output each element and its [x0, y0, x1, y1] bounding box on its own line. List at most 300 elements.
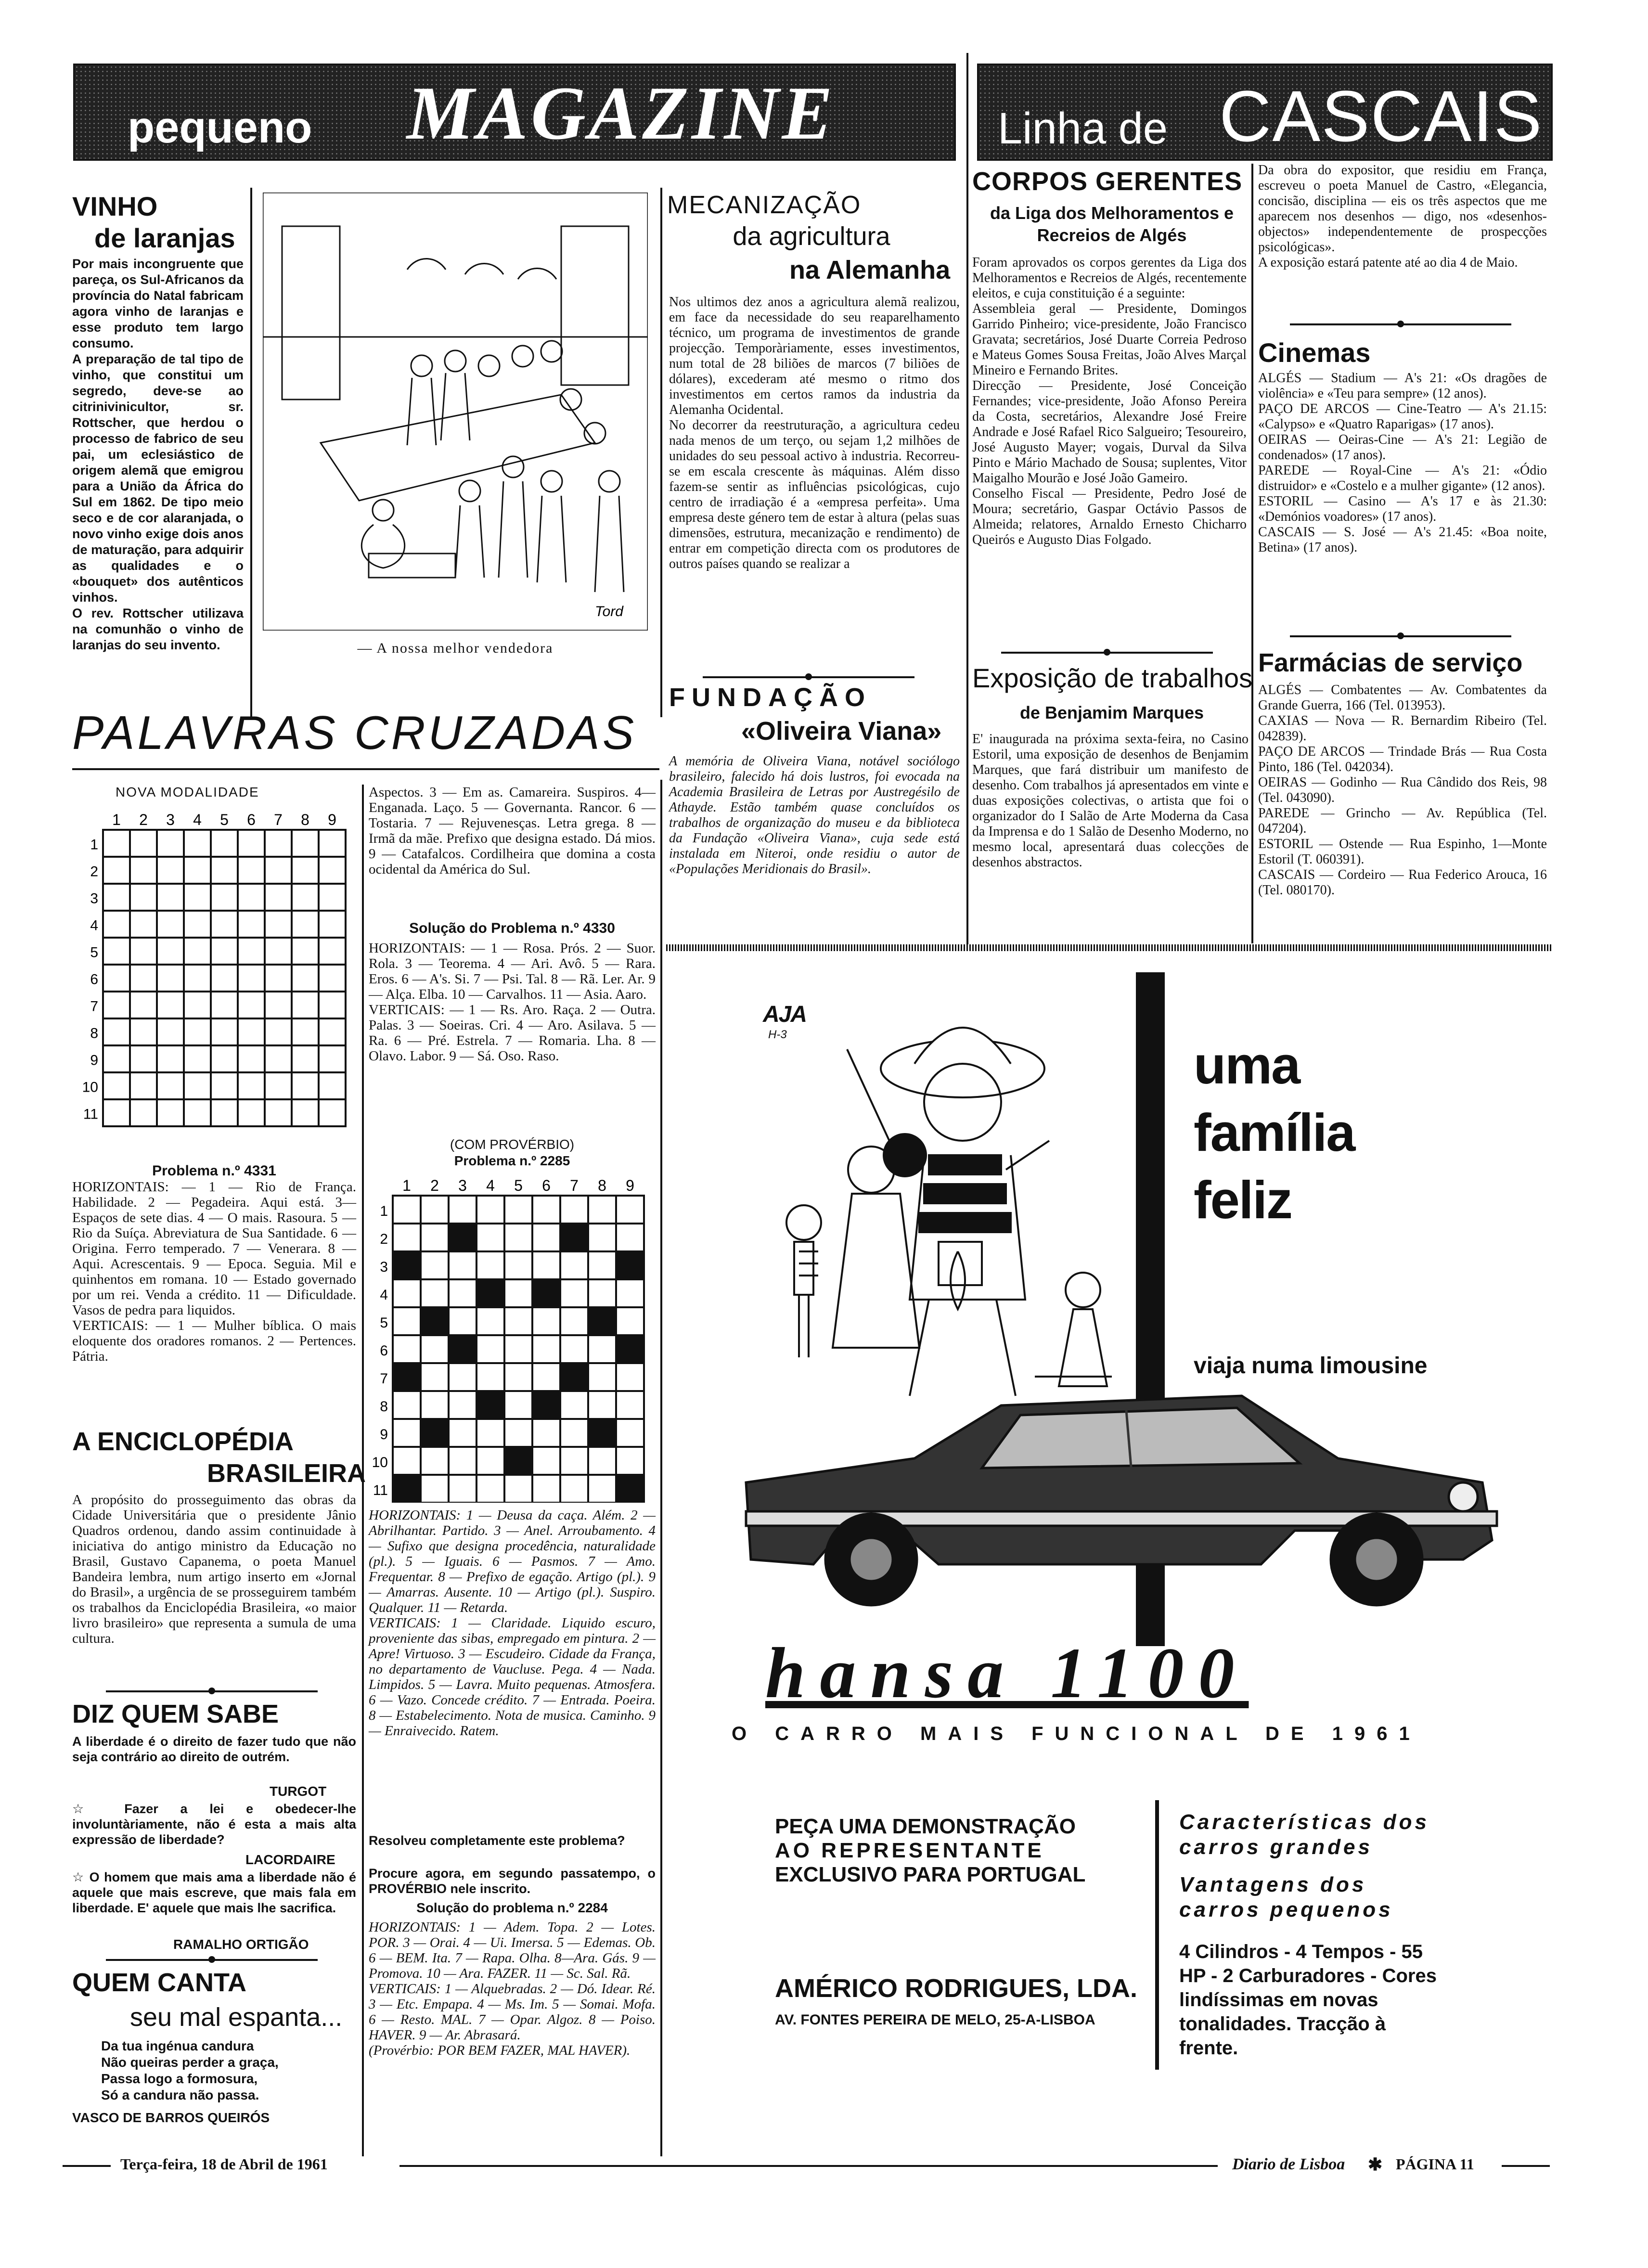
- grid-cell[interactable]: [421, 1475, 449, 1503]
- grid-cell[interactable]: [319, 938, 346, 965]
- grid-cell[interactable]: [560, 1419, 588, 1447]
- grid-cell[interactable]: [421, 1196, 449, 1224]
- vinho-title: VINHO: [72, 191, 158, 221]
- grid-cell[interactable]: [476, 1196, 504, 1224]
- grid-cell[interactable]: [184, 992, 211, 1018]
- ad-demo-line-1: PEÇA UMA DEMONSTRAÇÃO: [775, 1815, 1076, 1838]
- exposicao-subtitle: de Benjamim Marques: [1019, 703, 1204, 722]
- quem-canta-title: QUEM CANTA: [72, 1968, 246, 1997]
- grid-cell[interactable]: [184, 1045, 211, 1072]
- grid-cell[interactable]: [130, 1018, 157, 1045]
- grid-black-cell[interactable]: [393, 1363, 421, 1391]
- column-rule: [660, 188, 662, 717]
- grid-black-cell[interactable]: [421, 1307, 449, 1335]
- grid-black-cell[interactable]: [421, 1419, 449, 1447]
- grid-cell[interactable]: [449, 1419, 476, 1447]
- grid-cell[interactable]: [532, 1335, 560, 1363]
- grid-black-cell[interactable]: [532, 1279, 560, 1307]
- grid-cell[interactable]: [211, 938, 238, 965]
- footer-star: ✱: [1368, 2155, 1383, 2174]
- grid-cell[interactable]: [211, 965, 238, 992]
- grid-cell[interactable]: [265, 830, 292, 857]
- diz-quem-sabe-title: DIZ QUEM SABE: [72, 1700, 279, 1728]
- grid-column-number: 5: [220, 811, 229, 828]
- grid-cell[interactable]: [184, 884, 211, 911]
- grid-column-number: 7: [570, 1177, 579, 1194]
- fundacao-body: A memória de Oliveira Viana, notável sociólogo brasileiro, falecido há dois lustros, foi evocada na Academia Brasileira de Letras por Austregésilo de Athayde. Estão também quase concluídos os trabalhos de organização do museu e da biblioteca da Fundação «Oliveira Viana», cuja sede está instalada em Niteroi, onde residiu o autor de «Populações Meridionais do Brasil».: [669, 754, 960, 876]
- grid-cell[interactable]: [238, 911, 265, 938]
- grid-cell[interactable]: [504, 1391, 532, 1419]
- grid-cell[interactable]: [265, 965, 292, 992]
- grid-column-number: 5: [514, 1177, 523, 1194]
- grid-row-number: 4: [380, 1287, 388, 1303]
- ad-brand: hansa 1100: [765, 1633, 1249, 1713]
- grid-cell[interactable]: [319, 992, 346, 1018]
- grid-row-number: 9: [90, 1052, 98, 1069]
- grid-cell[interactable]: [532, 1363, 560, 1391]
- grid-cell[interactable]: [103, 857, 130, 884]
- column-rule: [966, 53, 968, 948]
- grid-cell[interactable]: [393, 1335, 421, 1363]
- grid-black-cell[interactable]: [616, 1475, 644, 1503]
- grid-cell[interactable]: [476, 1251, 504, 1279]
- quote-1-author: TURGOT: [270, 1784, 327, 1799]
- grid-cell[interactable]: [292, 938, 319, 965]
- grid-cell[interactable]: [476, 1447, 504, 1475]
- grid-cell[interactable]: [449, 1447, 476, 1475]
- grid-cell[interactable]: [421, 1391, 449, 1419]
- grid-cell[interactable]: [319, 857, 346, 884]
- grid-row-number: 2: [380, 1231, 388, 1247]
- corpos-subtitle: da Liga dos Melhoramentos e Recreios de Algés: [990, 203, 1234, 245]
- ad-headline-1: uma: [1194, 1036, 1300, 1095]
- resolveu-text: Resolveu completamente este problema?: [369, 1833, 625, 1848]
- grid-cell[interactable]: [211, 830, 238, 857]
- grid-cell[interactable]: [616, 1196, 644, 1224]
- grid-cell[interactable]: [504, 1419, 532, 1447]
- grid-cell[interactable]: [588, 1196, 616, 1224]
- grid-cell[interactable]: [504, 1363, 532, 1391]
- grid-cell[interactable]: [211, 992, 238, 1018]
- grid-cell[interactable]: [238, 1045, 265, 1072]
- grid-cell[interactable]: [421, 1363, 449, 1391]
- grid-cell[interactable]: [292, 830, 319, 857]
- section-separator: [106, 1959, 318, 1961]
- enciclopedia-subtitle: BRASILEIRA: [207, 1459, 366, 1488]
- grid-cell[interactable]: [560, 1391, 588, 1419]
- grid-cell[interactable]: [103, 830, 130, 857]
- grid-cell[interactable]: [393, 1391, 421, 1419]
- grid-cell[interactable]: [504, 1279, 532, 1307]
- grid-cell[interactable]: [184, 857, 211, 884]
- grid-black-cell[interactable]: [393, 1251, 421, 1279]
- grid-cell[interactable]: [103, 911, 130, 938]
- grid-cell[interactable]: [292, 884, 319, 911]
- grid-cell[interactable]: [393, 1419, 421, 1447]
- grid-row-number: 11: [83, 1106, 98, 1122]
- grid-cell[interactable]: [449, 1251, 476, 1279]
- solucao-4330-title: Solução do Problema n.º 4330: [409, 920, 615, 936]
- grid-cell[interactable]: [157, 938, 184, 965]
- grid-column-number: 3: [166, 811, 175, 828]
- grid-cell[interactable]: [265, 992, 292, 1018]
- problema-4331-body: HORIZONTAIS: — 1 — Rio de França. Habilidade. 2 — Pegadeira. Aqui está. 3—Espaços de sete dias. 4 — O mais. Rasoura. 5 — Rio da Suíça. Abreviatura de Sua Santidade. 6 — Origina. Ferro temperado. 7 — Venerara. 8 — Aqui. Acrescentais. 9 — Epoca. Seguia. Mil e quinhentos em romana. 10 — Estado governado por um rei. Venda a crédito. 11 — Dificuldade. Vasos de pedra para liquidos. VERTICAIS: — 1 — Mulher bíblica. O mais eloquente dos oradores romanos. 2 — Pertences. Pátria.: [72, 1179, 356, 1364]
- grid-black-cell[interactable]: [560, 1363, 588, 1391]
- grid-cell[interactable]: [504, 1475, 532, 1503]
- grid-row-number: 1: [380, 1203, 388, 1219]
- column-rule: [1251, 164, 1253, 943]
- corpos-body: Foram aprovados os corpos gerentes da Liga dos Melhoramentos e Recreios de Algés, recentemente eleitos, e cuja constituição é a seguinte: Assembleia geral — Presidente, Domingos Garrido Pinheiro; vice-presidente, João Francisco Gravata; secretários, José Duarte Correia Pedroso e Mateus Gomes Sousa Freitas, João Alves Marçal Mineiro e Fernando Brites. Direcção — Presidente, José Conceição Fernandes; vice-presidente, João Afonso Pereira da Costa, secretários, Alexandre José Freire Andrade e José Rafael Rico Salgueiro; Tesoureiro, José Augusto Mayer; vogais, Durval da Silva Pinto e Mário Machado de Sousa; suplentes, Vitor Maigalho Mourão e José João Gameiro. Conselho Fiscal — Presidente, Pedro José de Moura; secretário, Gaspar Octávio Passos de Almeida; relatores, Arnaldo Ernesto Chicharro Queirós e Augusto Dias Folgado.: [972, 255, 1247, 547]
- mecanizacao-title: MECANIZAÇÃO: [667, 191, 862, 219]
- grid-cell[interactable]: [292, 911, 319, 938]
- quem-canta-subtitle: seu mal espanta...: [130, 2003, 343, 2032]
- grid-cell[interactable]: [616, 1279, 644, 1307]
- footer-page: PÁGINA 11: [1396, 2155, 1474, 2173]
- grid-black-cell[interactable]: [476, 1391, 504, 1419]
- grid-row-number: 8: [380, 1398, 388, 1415]
- section-separator: [1290, 323, 1511, 325]
- grid-cell[interactable]: [265, 884, 292, 911]
- enciclopedia-body: A propósito do prosseguimento das obras da Cidade Universitária que o presidente Jânio Quadros ordenou, dando assim continuidade à iniciativa do antigo ministro da Educação no Brasil, Gustavo Capanema, o poeta Manuel Bandeira lembra, num artigo inserto em «Jornal do Brasil», a urgência de se prosseguirem também os trabalhos da Enciclopédia Brasileira, «o maior livro brasileiro» que representa a sumula de uma cultura.: [72, 1492, 356, 1646]
- grid-cell[interactable]: [616, 1307, 644, 1335]
- grid-row-number: 10: [82, 1079, 98, 1095]
- grid-cell[interactable]: [532, 1419, 560, 1447]
- grid-black-cell[interactable]: [588, 1307, 616, 1335]
- grid-cell[interactable]: [319, 965, 346, 992]
- grid-cell[interactable]: [265, 1018, 292, 1045]
- quem-canta-verse: Da tua ingénua candura Não queiras perder a graça, Passa logo a formosura, Só a candura não passa.: [101, 2038, 279, 2102]
- grid-cell[interactable]: [504, 1224, 532, 1251]
- grid-cell[interactable]: [393, 1224, 421, 1251]
- grid-cell[interactable]: [504, 1196, 532, 1224]
- grid-cell[interactable]: [157, 884, 184, 911]
- family-illustration: [746, 982, 1131, 1405]
- mecanizacao-subtitle-2: na Alemanha: [789, 256, 951, 284]
- grid-cell[interactable]: [211, 857, 238, 884]
- grid-cell[interactable]: [560, 1279, 588, 1307]
- ad-headline-2: família: [1194, 1103, 1355, 1162]
- grid-cell[interactable]: [449, 1363, 476, 1391]
- quem-canta-author: VASCO DE BARROS QUEIRÓS: [72, 2110, 270, 2125]
- vinho-body: Por mais incongruente que pareça, os Sul-Africanos da província do Natal fabricam agora vinho de laranjas e esse produto tem largo consumo. A preparação de tal tipo de vinho, que constitui um segredo, deve-se ao citrinivinicultor, sr. Rottscher, que herdou o processo de fabrico de seu pai, um eclesiástico de origem alemã que emigrou para a União da África do Sul em 1862. De tipo meio seco e de cor alaranjada, o novo vinho exige dois anos de maturação, para adquirir as qualidades e o «bouquet» dos autênticos vinhos. O rev. Rottscher utilizava na comunhão o vinho de laranjas do seu invento.: [72, 257, 244, 652]
- grid-cell[interactable]: [238, 1018, 265, 1045]
- grid-cell[interactable]: [292, 1018, 319, 1045]
- grid-cell[interactable]: [130, 1099, 157, 1126]
- cartoon-illustration: [263, 193, 648, 631]
- banner-big-word: MAGAZINE: [407, 71, 836, 155]
- grid-cell[interactable]: [319, 1045, 346, 1072]
- grid-cell[interactable]: [157, 911, 184, 938]
- grid-cell[interactable]: [588, 1391, 616, 1419]
- quote-3-author: RAMALHO ORTIGÃO: [173, 1937, 309, 1952]
- hansa-advertisement: [674, 963, 1545, 2137]
- cinemas-title: Cinemas: [1258, 337, 1371, 368]
- grid-black-cell[interactable]: [449, 1335, 476, 1363]
- crossword-grid-4331-svg: [72, 805, 356, 1161]
- grid-cell[interactable]: [157, 1045, 184, 1072]
- crossword-grid-2285: [369, 1171, 656, 1503]
- grid-column-number: 6: [542, 1177, 551, 1194]
- grid-cell[interactable]: [157, 1099, 184, 1126]
- grid-cell[interactable]: [184, 830, 211, 857]
- grid-cell[interactable]: [588, 1363, 616, 1391]
- magazine-banner: [73, 64, 956, 161]
- grid-cell[interactable]: [504, 1307, 532, 1335]
- grid-cell[interactable]: [532, 1196, 560, 1224]
- grid-cell[interactable]: [449, 1279, 476, 1307]
- car-illustration: [732, 1386, 1521, 1617]
- grid-cell[interactable]: [238, 938, 265, 965]
- ad-demo-line-2: AO REPRESENTANTE: [775, 1839, 1044, 1862]
- grid-cell[interactable]: [292, 1099, 319, 1126]
- grid-cell[interactable]: [157, 830, 184, 857]
- grid-cell[interactable]: [211, 1072, 238, 1099]
- banner-small-word: Linha de: [998, 104, 1168, 153]
- grid-cell[interactable]: [130, 1072, 157, 1099]
- grid-row-number: 3: [380, 1259, 388, 1275]
- ad-logo-sub: H-3: [768, 1028, 787, 1041]
- grid-cell[interactable]: [504, 1335, 532, 1363]
- grid-cell[interactable]: [616, 1224, 644, 1251]
- grid-cell[interactable]: [103, 1045, 130, 1072]
- grid-cell[interactable]: [238, 965, 265, 992]
- grid-cell[interactable]: [130, 965, 157, 992]
- vinho-subtitle: de laranjas: [94, 223, 235, 253]
- grid-cell[interactable]: [588, 1224, 616, 1251]
- grid-black-cell[interactable]: [393, 1475, 421, 1503]
- grid-cell[interactable]: [238, 884, 265, 911]
- grid-black-cell[interactable]: [476, 1279, 504, 1307]
- grid-cell[interactable]: [588, 1335, 616, 1363]
- ad-feature-1: Características dos carros grandes: [1179, 1810, 1429, 1859]
- ad-headline-3: feliz: [1194, 1171, 1292, 1230]
- grid-row-number: 3: [90, 890, 98, 907]
- grid-cell[interactable]: [421, 1251, 449, 1279]
- farmacias-body: ALGÉS — Combatentes — Av. Combatentes da Grande Guerra, 166 (Tel. 013953). CAXIAS — Nova — R. Bernardim Ribeiro (Tel. 042839). PAÇO DE ARCOS — Trindade Brás — Rua Costa Pinto, 186 (Tel. 042034). OEIRAS — Godinho — Rua Cândido dos Reis, 98 (Tel. 043090). PAREDE — Grincho — Av. República (Tel. 047204). ESTORIL — Ostende — Rua Espinho, 1—Monte Estoril (T. 060391). CASCAIS — Cordeiro — Rua Federico Arouca, 16 (Tel. 080170).: [1258, 683, 1547, 898]
- grid-cell[interactable]: [265, 1045, 292, 1072]
- grid-cell[interactable]: [292, 965, 319, 992]
- grid-cell[interactable]: [449, 1307, 476, 1335]
- grid-cell[interactable]: [393, 1447, 421, 1475]
- grid-cell[interactable]: [588, 1251, 616, 1279]
- grid-cell[interactable]: [532, 1447, 560, 1475]
- nova-modalidade-label: NOVA MODALIDADE: [116, 785, 259, 799]
- crossword-grid-4331: [72, 805, 356, 1161]
- problema-2285-body: HORIZONTAIS: 1 — Deusa da caça. Além. 2 — Abrilhantar. Partido. 3 — Anel. Arroubamento. 4 — Sufixo que designa procedência, naturalidade (pl.). 5 — Iguais. 6 — Pasmos. 7 — Amo. Frequentar. 8 — Prefixo de egação. Artigo (pl.). 9 — Amarras. Ausente. 10 — Artigo (pl.). Suspiro. Qualquer. 11 — Retarda. VERTICAIS: 1 — Claridade. Liquido escuro, proveniente das sibas, empregado em pintura. 2 — Apre! Virtuoso. 3 — Escudeiro. Cidade da França, no departamento de Vaucluse. Pega. 4 — Nada. Limpidos. 5 — Lavra. Muito pequenas. Atmosfera. 6 — Vazo. Concede crédito. 7 — Entrada. Poeira. 8 — Estabelecimento. Nota de musica. Caminho. 9 — Enraivecido. Ratem.: [369, 1508, 656, 1739]
- grid-cell[interactable]: [238, 830, 265, 857]
- grid-cell[interactable]: [238, 1072, 265, 1099]
- grid-row-number: 1: [90, 837, 98, 853]
- grid-cell[interactable]: [238, 992, 265, 1018]
- grid-cell[interactable]: [393, 1196, 421, 1224]
- grid-cell[interactable]: [476, 1419, 504, 1447]
- grid-cell[interactable]: [130, 857, 157, 884]
- grid-column-number: 9: [328, 811, 336, 828]
- cinemas-body: ALGÉS — Stadium — A's 21: «Os dragões de violência» e «Teu para sempre» (12 anos). PAÇO DE ARCOS — Cine-Teatro — A's 21.15: «Calypso» e «Quatro Raparigas» (17 anos). OEIRAS — Oeiras-Cine — A's 21: Legião de condenados» (17 anos). PAREDE — Royal-Cine — A's 21: «Ódio distruidor» e «Costelo e a mulher gigante» (12 anos). ESTORIL — Casino — A's 17 e às 21.30: «Demónios voadores» (17 anos). CASCAIS — S. José — A's 21.45: «Boa noite, Betina» (17 anos).: [1258, 371, 1547, 555]
- grid-cell[interactable]: [292, 1072, 319, 1099]
- grid-cell[interactable]: [157, 1072, 184, 1099]
- grid-cell[interactable]: [560, 1251, 588, 1279]
- grid-cell[interactable]: [238, 857, 265, 884]
- grid-cell[interactable]: [103, 884, 130, 911]
- grid-cell[interactable]: [184, 938, 211, 965]
- quote-2: ☆ Fazer a lei e obedecer-lhe involuntàriamente, não é esta a mais alta expressão de liberdade?: [72, 1802, 356, 1847]
- grid-cell[interactable]: [588, 1447, 616, 1475]
- grid-cell[interactable]: [616, 1391, 644, 1419]
- solucao-4330-body: HORIZONTAIS: — 1 — Rosa. Prós. 2 — Suor. Rola. 3 — Teorema. 4 — Ari. Avô. 5 — Rara. Eros. 6 — A's. Si. 7 — Psi. Tal. 8 — Rã. Ler. Ar. 9 — Alça. Elba. 10 — Carvalhos. 11 — Asia. Aaro. VERTICAIS: — 1 — Rs. Aro. Raça. 2 — Outra. Palas. 3 — Soeiras. Cri. 4 — Aro. Asilava. 5 — Ra. 6 — Pré. Estrela. 7 — Romaria. Lha. 8 — Olavo. Labor. 9 — Sá. Oso. Raso.: [369, 941, 656, 1064]
- grid-cell[interactable]: [616, 1419, 644, 1447]
- grid-cell[interactable]: [184, 1072, 211, 1099]
- grid-cell[interactable]: [184, 1018, 211, 1045]
- section-separator: [1001, 652, 1213, 654]
- grid-cell[interactable]: [560, 1307, 588, 1335]
- grid-cell[interactable]: [421, 1447, 449, 1475]
- grid-cell[interactable]: [393, 1279, 421, 1307]
- grid-cell[interactable]: [103, 1099, 130, 1126]
- grid-cell[interactable]: [588, 1279, 616, 1307]
- grid-cell[interactable]: [103, 938, 130, 965]
- grid-cell[interactable]: [103, 992, 130, 1018]
- exposicao-title: Exposição de trabalhos: [972, 663, 1253, 693]
- grid-cell[interactable]: [211, 1045, 238, 1072]
- grid-black-cell[interactable]: [616, 1335, 644, 1363]
- grid-row-number: 11: [373, 1482, 388, 1498]
- grid-cell[interactable]: [421, 1279, 449, 1307]
- enciclopedia-title: A ENCICLOPÉDIA: [72, 1427, 294, 1456]
- grid-black-cell[interactable]: [504, 1447, 532, 1475]
- grid-cell[interactable]: [532, 1307, 560, 1335]
- grid-cell[interactable]: [184, 911, 211, 938]
- grid-cell[interactable]: [449, 1475, 476, 1503]
- ad-address: AV. FONTES PEREIRA DE MELO, 25-A-LISBOA: [775, 2012, 1095, 2028]
- grid-cell[interactable]: [265, 1099, 292, 1126]
- footer-rule-right: [1502, 2165, 1550, 2167]
- grid-cell[interactable]: [476, 1335, 504, 1363]
- grid-cell[interactable]: [157, 857, 184, 884]
- grid-black-cell[interactable]: [449, 1224, 476, 1251]
- grid-cell[interactable]: [532, 1224, 560, 1251]
- grid-cell[interactable]: [421, 1224, 449, 1251]
- footer-paper: Diario de Lisboa: [1232, 2155, 1345, 2173]
- grid-cell[interactable]: [560, 1335, 588, 1363]
- grid-cell[interactable]: [421, 1335, 449, 1363]
- grid-cell[interactable]: [319, 1072, 346, 1099]
- grid-cell[interactable]: [265, 857, 292, 884]
- grid-cell[interactable]: [292, 1045, 319, 1072]
- grid-cell[interactable]: [449, 1391, 476, 1419]
- grid-cell[interactable]: [184, 965, 211, 992]
- corpos-title: CORPOS GERENTES: [972, 167, 1243, 196]
- cartoon-drawing: [263, 193, 648, 631]
- grid-cell[interactable]: [449, 1196, 476, 1224]
- grid-column-number: 2: [139, 811, 148, 828]
- grid-cell[interactable]: [393, 1307, 421, 1335]
- grid-cell[interactable]: [130, 884, 157, 911]
- grid-cell[interactable]: [560, 1475, 588, 1503]
- grid-row-number: 6: [90, 971, 98, 988]
- grid-cell[interactable]: [103, 1072, 130, 1099]
- grid-cell[interactable]: [476, 1224, 504, 1251]
- grid-cell[interactable]: [211, 1018, 238, 1045]
- grid-cell[interactable]: [265, 1072, 292, 1099]
- grid-cell[interactable]: [319, 884, 346, 911]
- grid-column-number: 7: [274, 811, 283, 828]
- grid-cell[interactable]: [211, 911, 238, 938]
- grid-row-number: 8: [90, 1025, 98, 1042]
- problema-2285-title: Problema n.º 2285: [454, 1153, 570, 1168]
- grid-cell[interactable]: [265, 938, 292, 965]
- grid-cell[interactable]: [560, 1196, 588, 1224]
- grid-cell[interactable]: [211, 1099, 238, 1126]
- grid-black-cell[interactable]: [588, 1419, 616, 1447]
- grid-cell[interactable]: [265, 911, 292, 938]
- grid-cell[interactable]: [292, 992, 319, 1018]
- grid-cell[interactable]: [504, 1251, 532, 1279]
- banner-small-word: pequeno: [128, 103, 312, 152]
- grid-cell[interactable]: [532, 1475, 560, 1503]
- grid-cell[interactable]: [292, 857, 319, 884]
- grid-cell[interactable]: [476, 1363, 504, 1391]
- grid-cell[interactable]: [130, 992, 157, 1018]
- grid-cell[interactable]: [588, 1475, 616, 1503]
- grid-cell[interactable]: [616, 1363, 644, 1391]
- mecanizacao-body: Nos ultimos dez anos a agricultura alemã realizou, em face da necessidade do seu reaparelhamento técnico, um programa de investimentos de grande projecção. Temporàriamente, esses investimentos, num total de 28 biliões de marcos (7 biliões de dólares), excederam até mesmo o ritmo dos investimentos em certos ramos da industria da Alemanha Ocidental. No decorrer da reestruturação, a agricultura cedeu nada menos de um terço, ou sejam 1,2 milhões de unidades do seu pessoal activo à industria. Recorreu-se em escala crescente às máquinas. Além disso fazem-se sentir as influências psicológicas, cujo centro de irradiação é a «empresa perfeita». Uma empresa deste género tem de estar à altura (pelas suas dimensões, estrutura, mecanização e rendimento) de entrar em competição directa com os produtores de outros países quando se realizar a: [669, 295, 960, 571]
- grid-cell[interactable]: [238, 1099, 265, 1126]
- grid-cell[interactable]: [130, 938, 157, 965]
- grid-row-number: 10: [372, 1454, 388, 1470]
- grid-cell[interactable]: [319, 830, 346, 857]
- grid-cell[interactable]: [157, 992, 184, 1018]
- problema-4331-title: Problema n.º 4331: [152, 1163, 276, 1179]
- footer-rule-left: [63, 2165, 111, 2167]
- grid-cell[interactable]: [319, 1018, 346, 1045]
- grid-column-number: 1: [402, 1177, 411, 1194]
- column-rule: [660, 780, 662, 2156]
- grid-cell[interactable]: [616, 1447, 644, 1475]
- grid-cell[interactable]: [560, 1447, 588, 1475]
- exposicao-body: E' inaugurada na próxima sexta-feira, no Casino Estoril, uma exposição de desenhos de Benjamim Marques, que fará distribuir um manifesto de desenho. Com trabalhos já apresentados em vinte e duas exposições colectivas, o artista que foi o organizador do I Salão de Arte Moderna da Casa da Imprensa e do 1 Salão de Desenho Moderno, no mesmo local, apresentará duas colecções de desenhos abstractos.: [972, 732, 1249, 870]
- grid-column-number: 4: [193, 811, 202, 828]
- grid-row-number: 5: [90, 944, 98, 961]
- section-separator: [106, 1690, 318, 1692]
- farmacias-title: Farmácias de serviço: [1258, 648, 1523, 677]
- grid-column-number: 3: [458, 1177, 467, 1194]
- grid-cell[interactable]: [130, 1045, 157, 1072]
- cartoon-signature: Tord: [595, 604, 623, 619]
- ad-demo-line-3: EXCLUSIVO PARA PORTUGAL: [775, 1863, 1086, 1886]
- grid-cell[interactable]: [130, 911, 157, 938]
- grid-black-cell[interactable]: [616, 1251, 644, 1279]
- grid-cell[interactable]: [211, 884, 238, 911]
- footer-rule-mid: [399, 2165, 1218, 2167]
- grid-cell[interactable]: [319, 1099, 346, 1126]
- grid-cell[interactable]: [476, 1475, 504, 1503]
- ad-slogan: O CARRO MAIS FUNCIONAL DE 1961: [732, 1723, 1421, 1744]
- grid-cell[interactable]: [319, 911, 346, 938]
- grid-cell[interactable]: [103, 1018, 130, 1045]
- grid-cell[interactable]: [532, 1251, 560, 1279]
- grid-cell[interactable]: [184, 1099, 211, 1126]
- grid-cell[interactable]: [130, 830, 157, 857]
- grid-cell[interactable]: [103, 965, 130, 992]
- grid-cell[interactable]: [476, 1307, 504, 1335]
- grid-cell[interactable]: [157, 1018, 184, 1045]
- grid-cell[interactable]: [157, 965, 184, 992]
- grid-column-number: 8: [301, 811, 309, 828]
- grid-black-cell[interactable]: [532, 1391, 560, 1419]
- grid-black-cell[interactable]: [560, 1224, 588, 1251]
- quote-3: ☆ O homem que mais ama a liberdade não é aquele que mais escreve, que mais fala em liberdade. E' aquele que mais lhe sacrifica.: [72, 1870, 356, 1915]
